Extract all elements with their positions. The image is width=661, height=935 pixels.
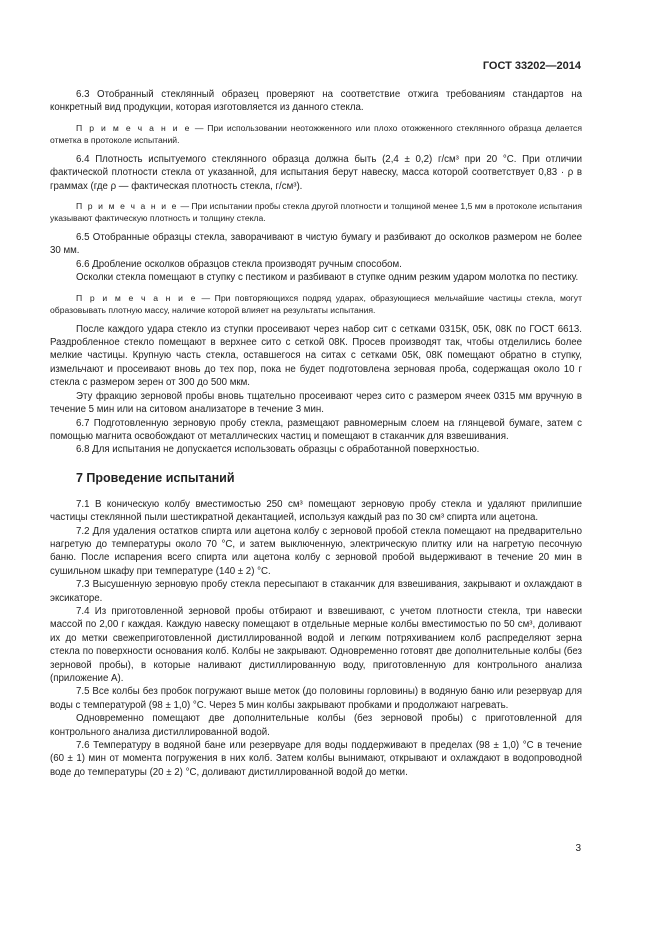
- paragraph-gap: [50, 146, 582, 153]
- body-paragraph: 6.3 Отобранный стеклянный образец проверяют на соответствие отжига требованиям стандартов на конкретный вид продукции, которая изготовляется из данного стекла.: [50, 89, 582, 114]
- body-paragraph: 6.7 Подготовленную зерновую пробу стекла, размещают равномерным слоем на глянцевой бумаге, затем с помощью магнита освобождают от металлических частиц и помещают в стаканчик для взвешивания.: [50, 417, 582, 442]
- body-paragraph: 6.6 Дробление осколков образцов стекла производят ручным способом.: [76, 258, 402, 270]
- body-paragraph: 7.3 Высушенную зерновую пробу стекла пересыпают в стаканчик для взвешивания, закрывают и охлаждают в эксикаторе.: [50, 579, 582, 604]
- note-text: — При использовании неотожженного или плохо отожженного стеклянного образца делается отметка в протоколе испытаний.: [50, 122, 582, 145]
- note-text: — При испытании пробы стекла другой плотности и толщиной менее 1,5 мм в протоколе испытания указывают фактическую плотность и толщину стекла.: [50, 201, 582, 224]
- body-paragraph: 7.4 Из приготовленной зерновой пробы отбирают и взвешивают, с учетом плотности стекла, три навески массой по 2,00 г каждая. Каждую навеску помещают в отдельные мерные колбы вместимостью по 50 см³, доливают их до метки свежеприготовленной дистиллированной водой и легким потряхиванием колб распределяют зерна стекла по поверхности основания колб. Колбы не закрывают. Одновременно готовят две дополнительные колбы (без зерновой пробы), в которые наливают дистиллированную воду, приготовленную для контрольного анализа (приложение А).: [50, 605, 582, 684]
- paragraph-gap: [50, 285, 582, 292]
- paragraph-gap: [50, 224, 582, 231]
- note-label: П р и м е ч а н и е: [76, 201, 179, 212]
- note-paragraph: [50, 122, 582, 146]
- body-paragraph: Осколки стекла помещают в ступку с пестиком и разбивают в ступке одним резким ударом молотка по пестику.: [76, 272, 579, 284]
- body-paragraph: Эту фракцию зерновой пробы вновь тщательно просеивают через сито с размером ячеек 0315 мм вручную в течение 5 мин или на ситовом анализаторе в течение 3 мин.: [50, 390, 582, 416]
- section-heading: [76, 471, 582, 485]
- standard-code-header: ГОСТ 33202—2014: [482, 60, 581, 72]
- body-paragraph: 6.8 Для испытания не допускается использовать образцы с обработанной поверхностью.: [76, 444, 480, 456]
- body-paragraph: После каждого удара стекло из ступки просеивают через набор сит с сетками 0315К, 05К, 08К по ГОСТ 6613. Раздробленное стекло помещают в верхнее сито с сеткой 08К. Просев производят так, чтобы отделились более мелкие частицы. Крупную часть стекла, оставшегося на ситах с сетками 05К, 08К помещают обратно в ступку, измельчают и просеивают вновь до тех пор, пока не будет подготовлена зерновая проба, содержащая около 10 г стекла с размером зерен от 300 до 500 мкм.: [50, 323, 582, 389]
- note-text: — При повторяющихся подряд ударах, образующиеся мельчайшие частицы стекла, могут образовывать плотную массу, наличие которой влияет на результаты испытания.: [50, 292, 583, 315]
- body-paragraph: 7.5 Все колбы без пробок погружают выше меток (до половины горловины) в водяную баню или резервуар для воды с температурой (98 ± 1,0) °С. Через 5 мин колбы закрывают пробками и продолжают нагревать.: [50, 686, 582, 711]
- body-paragraph: 7.1 В коническую колбу вместимостью 250 см³ помещают зерновую пробу стекла и удаляют прилипшие частицы стеклянной пыли шестикратной декантацией, используя каждый раз по 30 см³ спирта или ацетона.: [50, 498, 582, 524]
- body-paragraph: Одновременно помещают две дополнительные колбы (без зерновой пробы) с приготовленной для контрольного анализа дистиллированной водой.: [50, 713, 582, 738]
- note-label: П р и м е ч а н и е: [76, 122, 192, 133]
- note-paragraph: [50, 292, 582, 316]
- note-label: П р и м е ч а н и е: [76, 292, 198, 303]
- document-body: [50, 88, 582, 779]
- paragraph-gap: [50, 115, 582, 122]
- body-paragraph: 6.4 Плотность испытуемого стеклянного образца должна быть (2,4 ± 0,2) г/см³ при 20 °С. При отличии фактической плотности стекла от указанной, для испытания берут навеску, массa которой соответствует 0,83 · ρ в граммах (где ρ — фактическая плотность стекла, г/см³).: [50, 153, 582, 192]
- section-heading-text: 7 Проведение испытаний: [76, 470, 235, 485]
- paragraph-gap: [50, 193, 582, 200]
- page-number: 3: [575, 843, 581, 854]
- note-paragraph: [50, 200, 582, 224]
- paragraph-gap: [50, 316, 582, 323]
- body-paragraph: 7.2 Для удаления остатков спирта или ацетона колбу с зерновой пробой стекла помещают на предварительно нагретую до температуры около 70 °С, и затем выключенную, электрическую плитку или на нагретую песочную баню. После испарения всего спирта или ацетона колбу с зерновой пробой выдерживают в течение 20 мин в сушильном шкафу при температуре (140 ± 2) °С.: [50, 525, 582, 577]
- body-paragraph: 7.6 Температуру в водяной бане или резервуаре для воды поддерживают в пределах (98 ± 1,0) °С в течение (60 ± 1) мин от момента погружения в них колб. Затем колбы вынимают, открывают и охлаждают в водопроводной воде до температуры (20 ± 2) °С, доливают дистиллированной водой до метки.: [50, 740, 582, 778]
- body-paragraph: 6.5 Отобранные образцы стекла, заворачивают в чистую бумагу и разбивают до осколков размером не более 30 мм.: [50, 232, 582, 257]
